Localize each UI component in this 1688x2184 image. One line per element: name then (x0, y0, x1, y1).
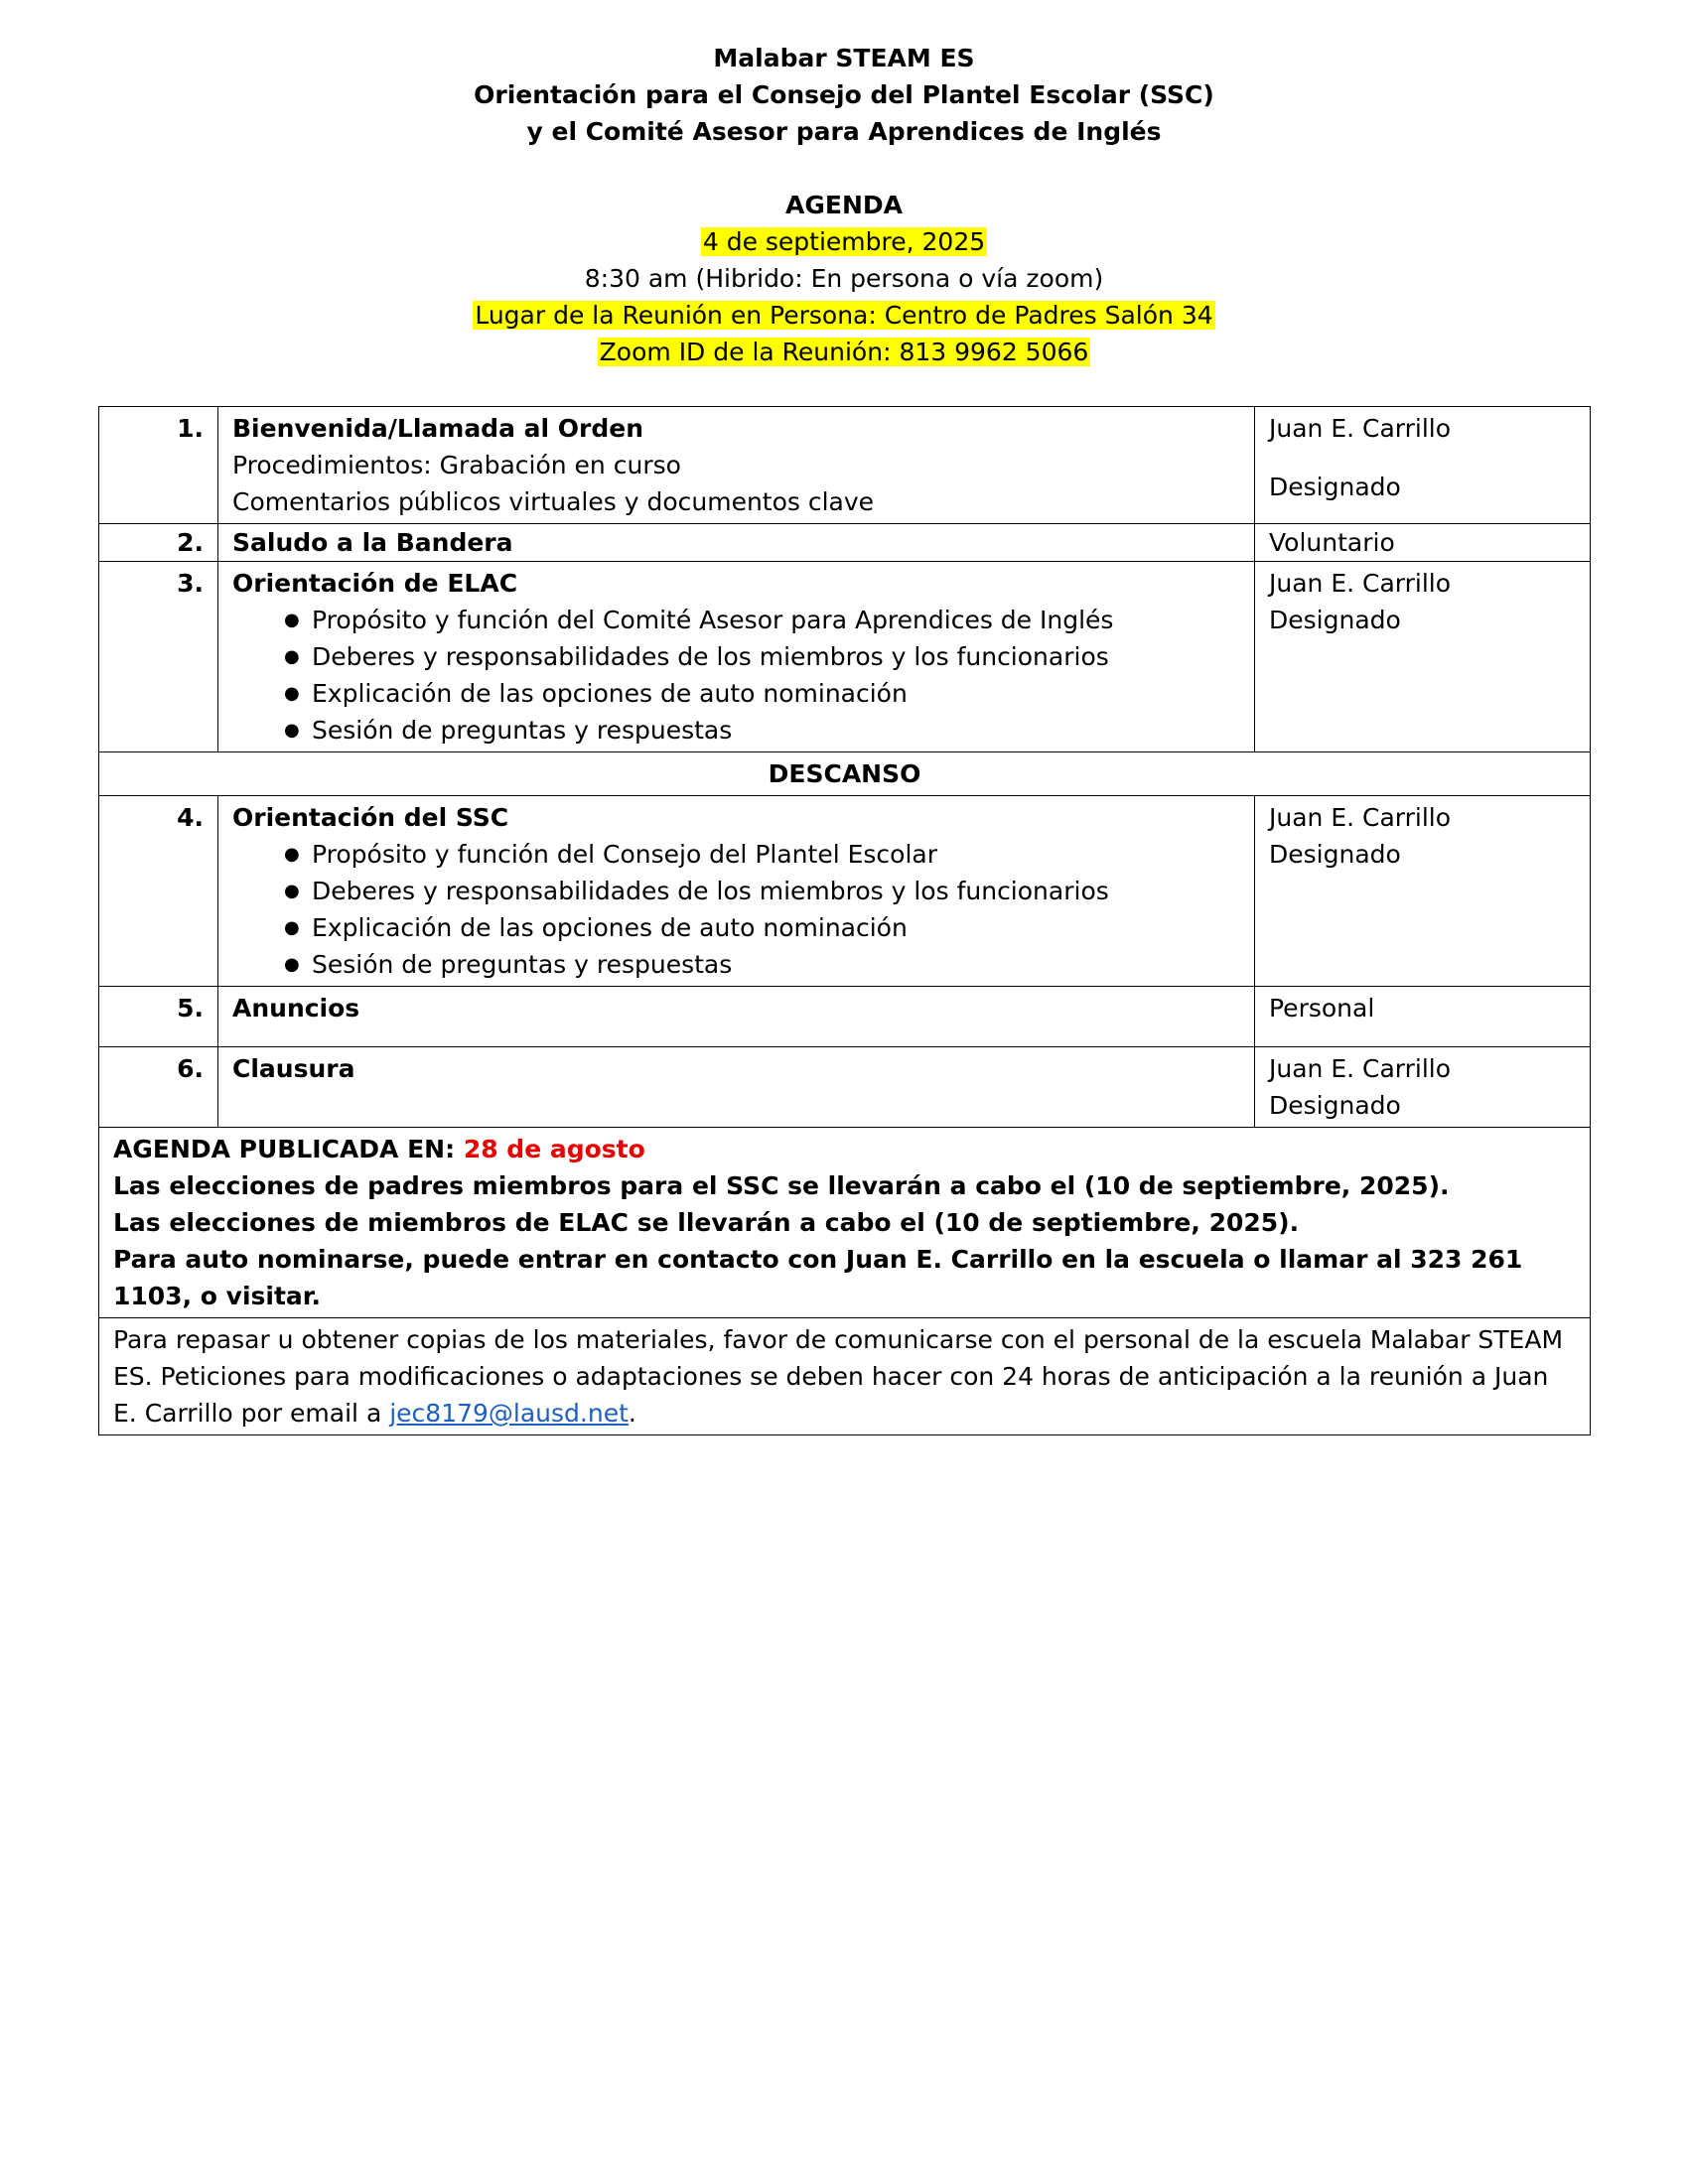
bullet-item: ● Deberes y responsabilidades de los miembros y los funcionarios (284, 638, 1240, 675)
item-title: Orientación de ELAC (232, 569, 518, 598)
elac-elections-note: Las elecciones de miembros de ELAC se llevarán a cabo el (10 de septiembre, 2025). (113, 1208, 1300, 1237)
presenter-name: Voluntario (1269, 528, 1395, 557)
item-presenter (1255, 524, 1591, 562)
bullet-item: ● Sesión de preguntas y respuestas (284, 712, 1240, 749)
item-presenter (1255, 562, 1591, 752)
item-number: 6. (99, 1047, 218, 1128)
item-presenter (1255, 407, 1591, 524)
materials-end: . (628, 1399, 636, 1428)
item-subline: Comentarios públicos virtuales y documentos clave (232, 487, 875, 516)
item-presenter (1255, 987, 1591, 1047)
posted-date: 28 de agosto (463, 1135, 645, 1163)
presenter-name: Juan E. Carrillo (1269, 414, 1452, 443)
item-title: Bienvenida/Llamada al Orden (232, 414, 644, 443)
agenda-label: AGENDA (785, 191, 903, 219)
ssc-elections-note: Las elecciones de padres miembros para el SSC se llevarán a cabo el (10 de septiembre, 2025). (113, 1171, 1450, 1200)
item-description (218, 1047, 1255, 1128)
presenter-name: Personal (1269, 994, 1375, 1023)
item-bullet-list (232, 602, 1240, 749)
item-title: Saludo a la Bandera (232, 528, 513, 557)
meeting-time: 8:30 am (Hibrido: En persona o vía zoom) (584, 264, 1104, 293)
agenda-row-4 (99, 796, 1591, 987)
title-line-2: y el Comité Asesor para Aprendices de Inglés (526, 117, 1162, 146)
agenda-table (98, 406, 1591, 1435)
posted-label: AGENDA PUBLICADA EN: (113, 1135, 456, 1163)
presenter-role: Designado (1269, 1091, 1401, 1120)
item-title: Clausura (232, 1054, 355, 1083)
meeting-date: 4 de septiembre, 2025 (702, 227, 986, 256)
item-description (218, 987, 1255, 1047)
agenda-row-6 (99, 1047, 1591, 1128)
school-name: Malabar STEAM ES (713, 44, 975, 72)
item-title: Anuncios (232, 994, 360, 1023)
agenda-row-5 (99, 987, 1591, 1047)
break-label: DESCANSO (99, 752, 1591, 796)
title-line-1: Orientación para el Consejo del Plantel Escolar (SSC) (474, 80, 1214, 109)
agenda-row-2 (99, 524, 1591, 562)
item-presenter (1255, 796, 1591, 987)
item-subline: Procedimientos: Grabación en curso (232, 451, 681, 479)
posted-line (113, 1131, 1576, 1167)
break-row (99, 752, 1591, 796)
item-bullet-list (232, 836, 1240, 983)
presenter-name: Juan E. Carrillo (1269, 1054, 1452, 1083)
item-description (218, 407, 1255, 524)
item-description (218, 796, 1255, 987)
posting-notice-row (99, 1128, 1591, 1318)
presenter-role: Designado (1269, 473, 1401, 501)
presenter-role: Designado (1269, 606, 1401, 634)
zoom-id: Zoom ID de la Reunión: 813 9962 5066 (599, 338, 1089, 366)
presenter-name: Juan E. Carrillo (1269, 803, 1452, 832)
presenter-name: Juan E. Carrillo (1269, 569, 1452, 598)
item-title: Orientación del SSC (232, 803, 509, 832)
self-nomination-note: Para auto nominarse, puede entrar en contacto con Juan E. Carrillo en la escuela o llamar al 323 261 1103, o visitar. (113, 1245, 1523, 1310)
agenda-row-3 (99, 562, 1591, 752)
header-spacer (0, 150, 1688, 187)
item-description (218, 562, 1255, 752)
agenda-header (0, 40, 1688, 370)
email-link[interactable]: jec8179@lausd.net (389, 1399, 629, 1428)
item-description (218, 524, 1255, 562)
bullet-item: ● Sesión de preguntas y respuestas (284, 946, 1240, 983)
materials-text: Para repasar u obtener copias de los materiales, favor de comunicarse con el personal de la escuela Malabar STEAM ES. Peticiones para modificaciones o adaptaciones se deben hacer con 24 horas de anticipación a la reunión a Juan E. Carrillo por email a (113, 1325, 1564, 1428)
bullet-item: ● Explicación de las opciones de auto nominación (284, 675, 1240, 712)
bullet-item: ● Propósito y función del Consejo del Plantel Escolar (284, 836, 1240, 873)
materials-notice (99, 1318, 1591, 1435)
materials-notice-row (99, 1318, 1591, 1435)
bullet-item: ● Explicación de las opciones de auto nominación (284, 909, 1240, 946)
item-number: 3. (99, 562, 218, 752)
presenter-role: Designado (1269, 840, 1401, 869)
agenda-row-1 (99, 407, 1591, 524)
meeting-location: Lugar de la Reunión en Persona: Centro de Padres Salón 34 (475, 301, 1213, 330)
bullet-item: ● Propósito y función del Comité Asesor para Aprendices de Inglés (284, 602, 1240, 638)
posting-notice (99, 1128, 1591, 1318)
item-number: 2. (99, 524, 218, 562)
item-presenter (1255, 1047, 1591, 1128)
item-number: 1. (99, 407, 218, 524)
bullet-item: ● Deberes y responsabilidades de los miembros y los funcionarios (284, 873, 1240, 909)
item-number: 5. (99, 987, 218, 1047)
item-number: 4. (99, 796, 218, 987)
